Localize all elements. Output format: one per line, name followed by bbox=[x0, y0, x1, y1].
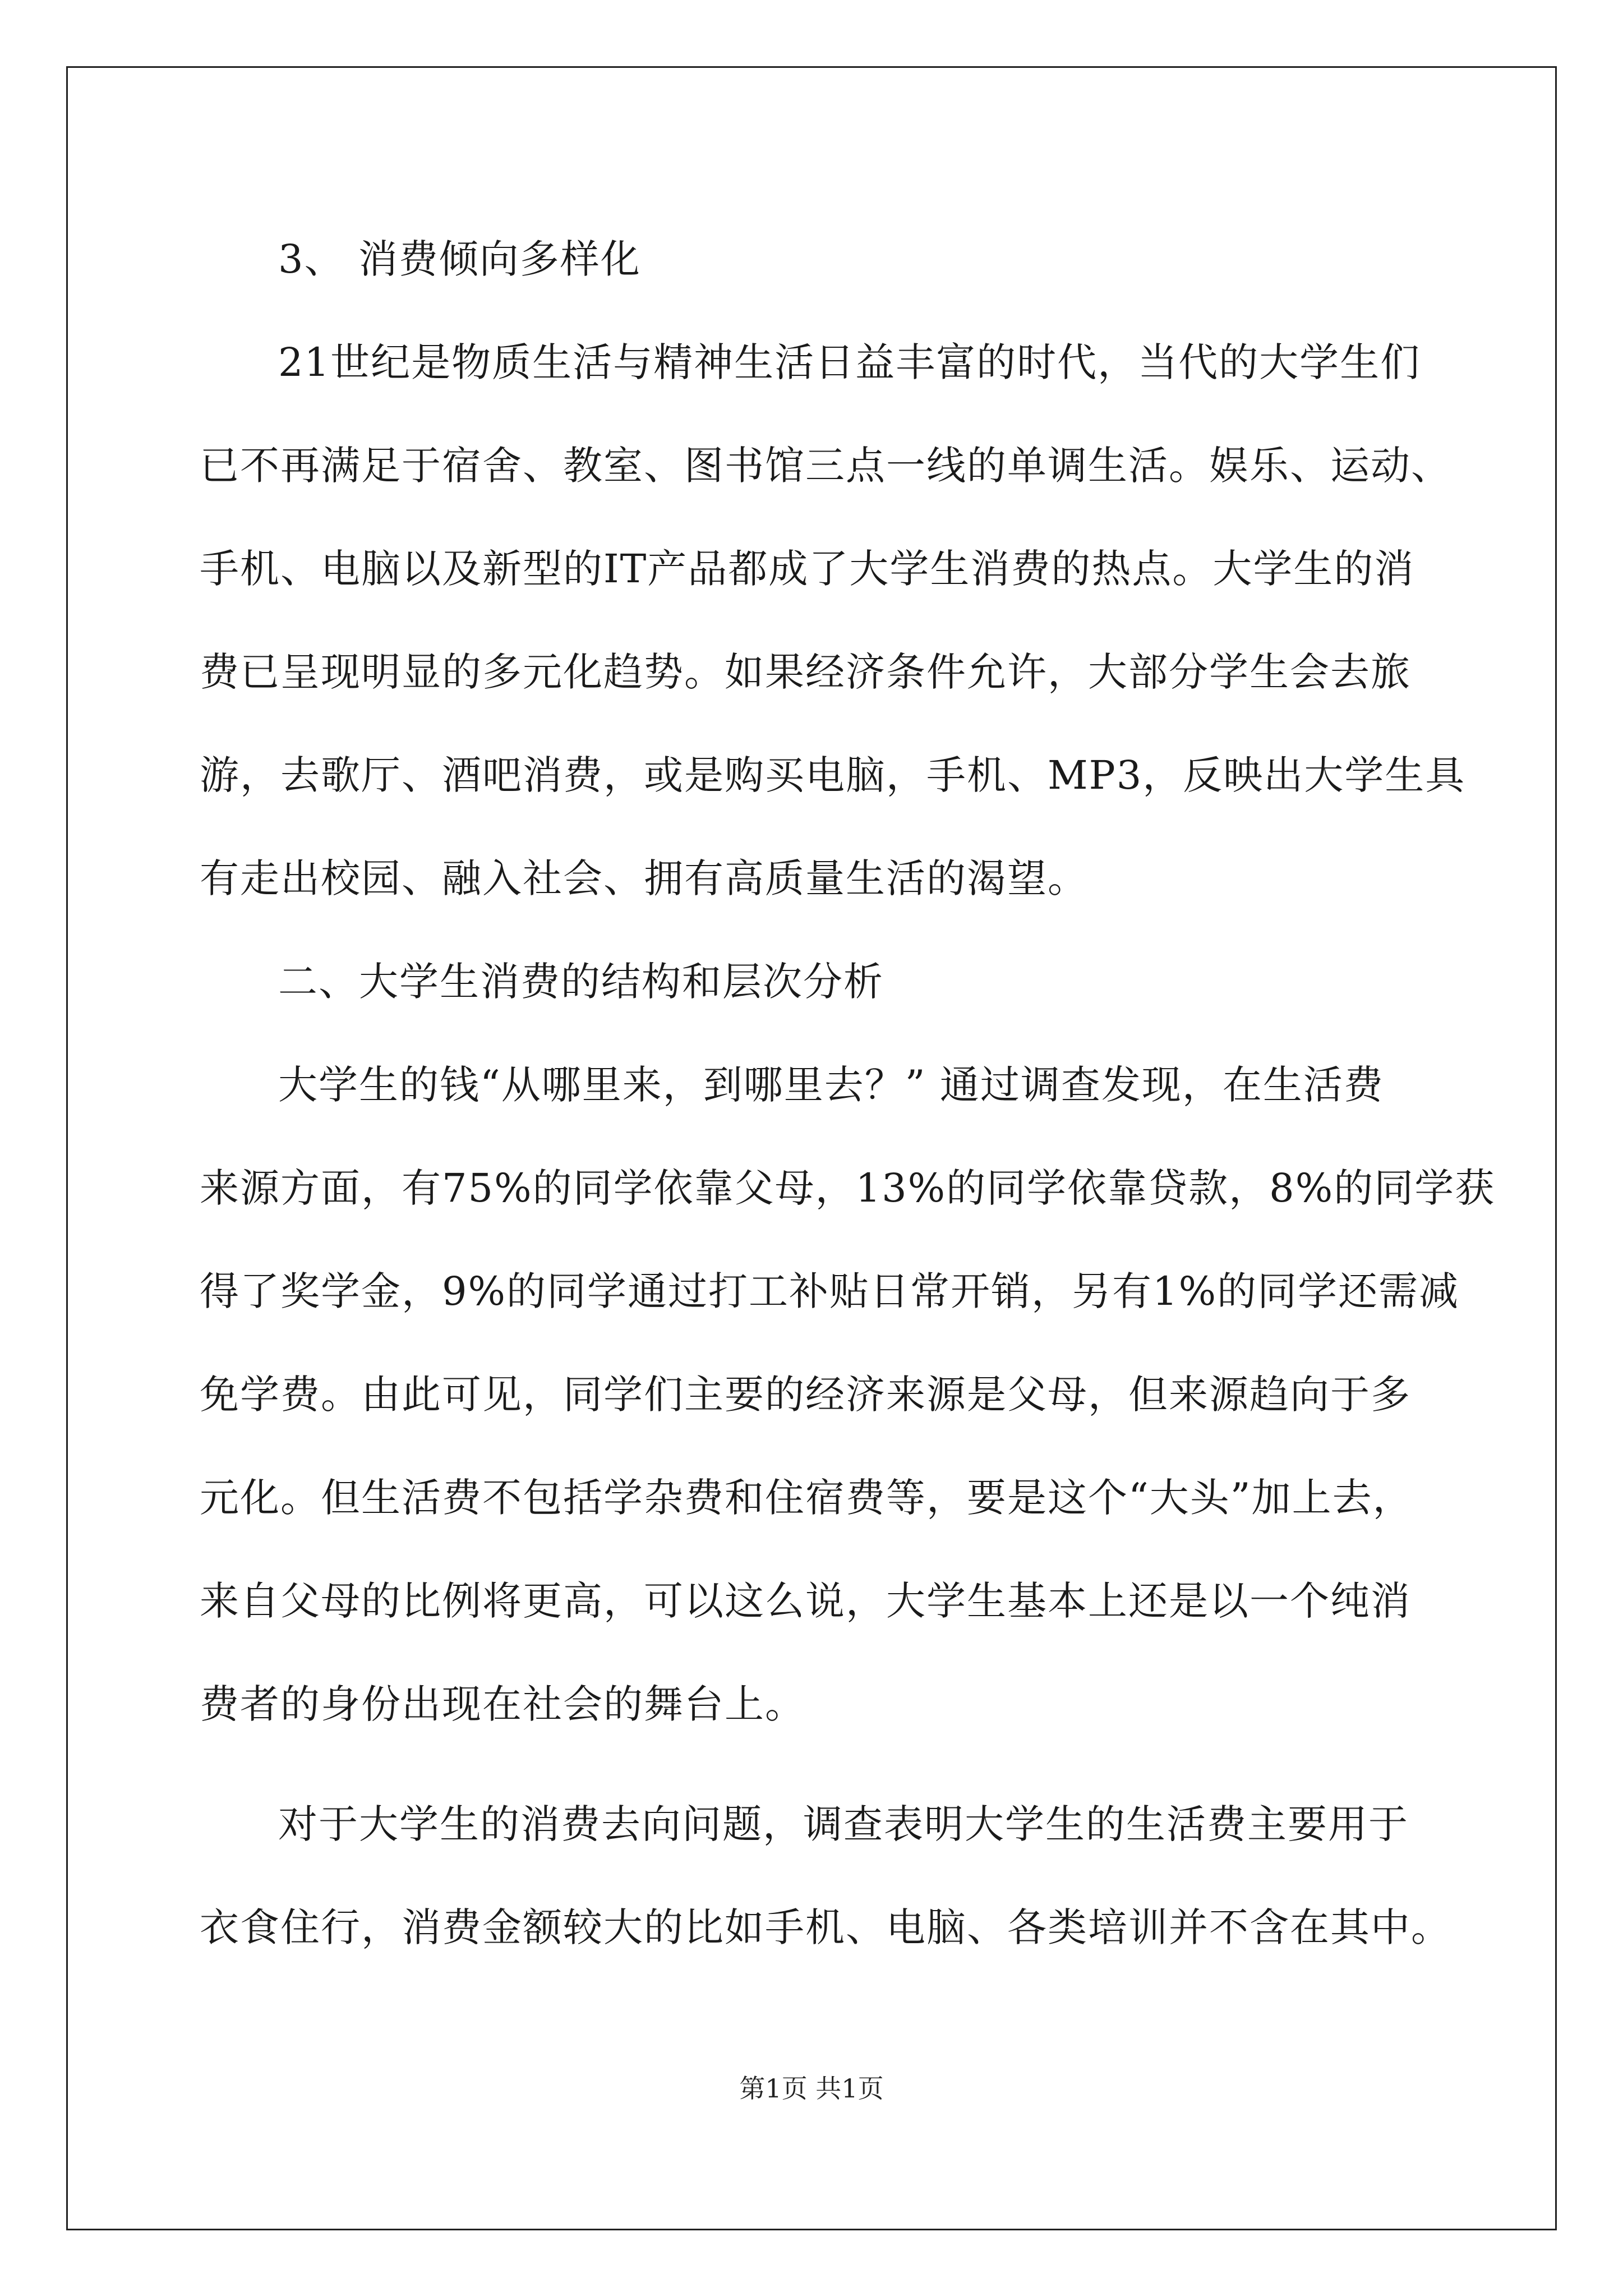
paragraph-line: 衣食住行，消费金额较大的比如手机、电脑、各类培训并不含在其中。 bbox=[200, 1904, 1451, 1950]
paragraph-line: 来源方面，有75%的同学依靠父母，13%的同学依靠贷款，8%的同学获 bbox=[200, 1165, 1496, 1211]
paragraph-line: 21世纪是物质生活与精神生活日益丰富的时代，当代的大学生们 bbox=[278, 339, 1421, 385]
paragraph-line: 元化。但生活费不包括学杂费和住宿费等，要是这个“大头”加上去， bbox=[200, 1475, 1413, 1521]
page-number-footer: 第1页 共1页 bbox=[739, 2073, 884, 2104]
paragraph-line: 费者的身份出现在社会的舞台上。 bbox=[200, 1681, 805, 1727]
paragraph-spacer bbox=[200, 1756, 1422, 1773]
paragraph-line: 费已呈现明显的多元化趋势。如果经济条件允许，大部分学生会去旅 bbox=[200, 649, 1411, 695]
paragraph-line: 大学生的钱“从哪里来，到哪里去？” 通过调查发现，在生活费 bbox=[278, 1062, 1384, 1108]
paragraph-line: 对于大学生的消费去向问题，调查表明大学生的生活费主要用于 bbox=[278, 1801, 1409, 1847]
paragraph-line: 游，去歌厅、酒吧消费，或是购买电脑，手机、MP3，反映出大学生具 bbox=[200, 752, 1466, 798]
paragraph-line: 免学费。由此可见，同学们主要的经济来源是父母，但来源趋向于多 bbox=[200, 1372, 1411, 1418]
paragraph-line: 得了奖学金，9%的同学通过打工补贴日常开销，另有1%的同学还需减 bbox=[200, 1268, 1460, 1314]
paragraph-line: 手机、电脑以及新型的IT产品都成了大学生消费的热点。大学生的消 bbox=[200, 546, 1415, 592]
paragraph-line: 已不再满足于宿舍、教室、图书馆三点一线的单调生活。娱乐、运动、 bbox=[200, 443, 1451, 489]
document-body bbox=[200, 208, 1496, 1979]
paragraph-line: 有走出校园、融入社会、拥有高质量生活的渴望。 bbox=[200, 855, 1088, 901]
paragraph-line: 来自父母的比例将更高，可以这么说，大学生基本上还是以一个纯消 bbox=[200, 1578, 1411, 1624]
section-heading: 3、 消费倾向多样化 bbox=[278, 236, 641, 282]
section-heading: 二、大学生消费的结构和层次分析 bbox=[278, 959, 884, 1005]
